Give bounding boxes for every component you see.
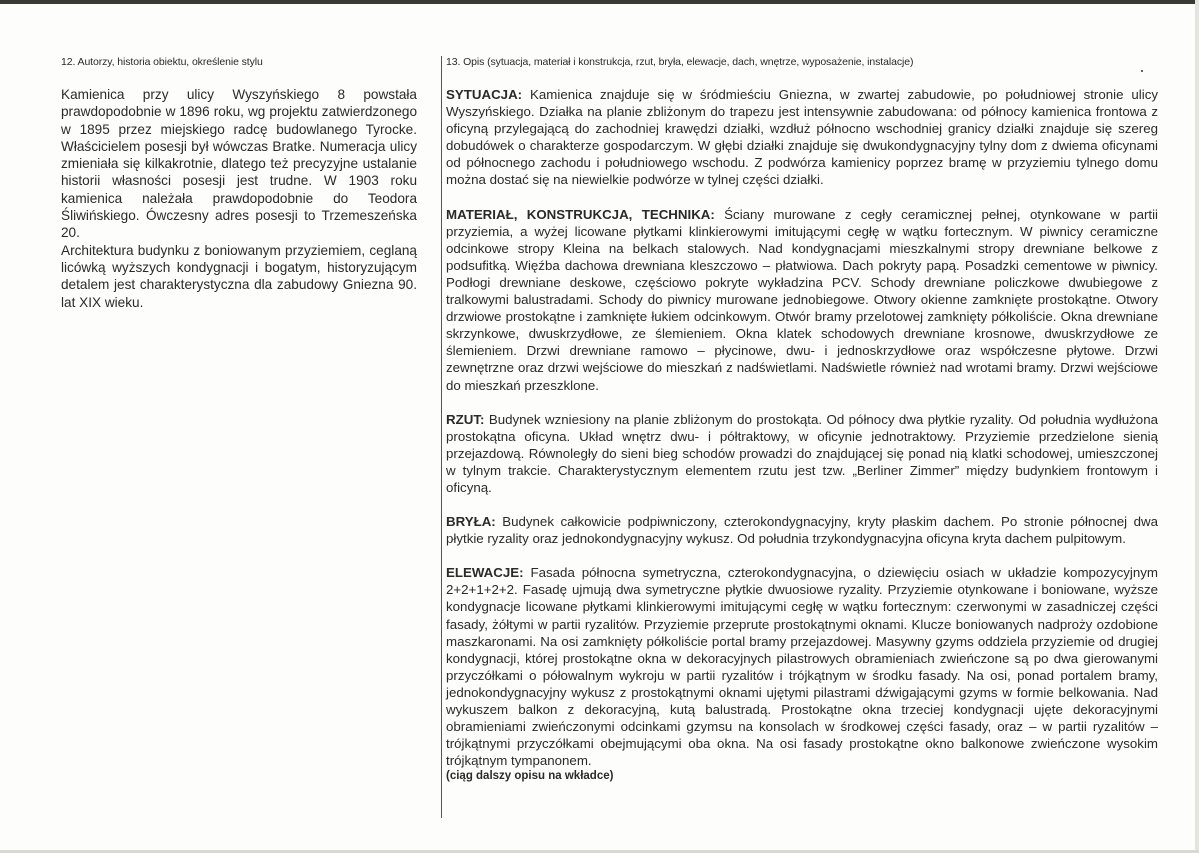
column-divider — [441, 56, 442, 818]
section-rzut — [446, 411, 1158, 496]
history-text: Kamienica przy ulicy Wyszyńskiego 8 powstała prawdopodobnie w 1896 roku, wg projektu zatwierdzonego w 1895 przez miejskiego radcę budowlanego Tyrocke. Właścicielem posesji był wówczas Bratke. Numeracja ulicy zmieniała się kilkakrotnie, dlatego też precyzyjne ustalanie historii własności posesji jest trudne. W 1903 roku kamienica należała prawdopodobnie do Teodora Śliwińskiego. Ówczesny adres posesji to Trzemeszeńska 20. — [61, 87, 417, 241]
section-label: RZUT: — [446, 411, 485, 427]
section-text: Fasada północna symetryczna, czterokondygnacyjna, o dziewięciu osiach w układzie kompozycyjnym 2+2+1+2+2. Fasadę ujmują dwa symetryczne płytkie dwuosiowe ryzality. Przyziemie otynkowane i boniowane, wyższe kondygnacje licowane płytkami klinkierowymi imitującymi cegłę w wątku fortecznym: czerwonymi w zasadniczej części fasady, żółtymi w partii ryzalitów. Przyziemie przeprute prostokątnymi oknami. Klucze boniowanych nadproży ozdobione maszkaronami. Na osi zamknięty półkoliście portal bramy przejazdowej. Masywny gzyms oddziela przyziemie od drugiej kondygnacji, której prostokątne okna w dekoracyjnych pilastrowych obramieniach zwieńczone są po dwa gierowanymi przyczółkami o półowalnym wykroju w partii ryzalitów i trójkątnym w środku fasady. Na osi, ponad portalem bramy, jednokondygnacyjny wykusz z prostokątnymi oknami ujętymi pilastrami dźwigającymi gzyms w formie belkowania. Nad wykuszem balkon z dekoracyjną, kutą balustradą. Prostokątne okna trzeciej kondygnacji ujęte dekoracyjnymi obramieniami zwieńczonymi odcinkami gzymsu na konsolach w środkowej części fasady, oraz – w partii ryzalitów – trójkątnymi przyczółkami obejmującymi oba okna. Na osi fasady prostokątne okno balkonowe zwieńczone wysokim trójkątnym tympanonem. — [446, 565, 1158, 769]
section-label: BRYŁA: — [446, 514, 496, 530]
description-column — [446, 56, 1158, 782]
section-sytuacja — [446, 86, 1158, 189]
history-section-title: 12. Autorzy, historia obiektu, określenie stylu — [61, 56, 263, 68]
scan-right-edge — [1195, 0, 1199, 853]
architecture-text: Architektura budynku z boniowanym przyziemiem, ceglaną licówką wyższych kondygnacji i bogatym, historyzującym detalem jest charakterystyczna dla zabudowy Gniezna 90. lat XIX wieku. — [61, 242, 417, 310]
description-section-title: 13. Opis (sytuacja, materiał i konstrukcja, rzut, bryła, elewacje, dach, wnętrze, wyposażenie, instalacje) — [446, 56, 914, 68]
section-label: ELEWACJE: — [446, 565, 524, 581]
scan-top-edge — [0, 0, 1199, 4]
section-material — [446, 206, 1158, 394]
section-label: SYTUACJA: — [446, 87, 523, 102]
section-text: Ściany murowane z cegły ceramicznej pełnej, otynkowane w partii przyziemia, a wyżej licowane płytkami klinkierowymi imitującymi cegłę w wątku fortecznym. W piwnicy ceramiczne odcinkowe stropy Kleina na belkach stalowych. Nad kondygnacjami mieszkalnymi stropy drewniane belkowe z podsufitką. Więźba dachowa drewniana kleszczowo – płatwiowa. Dach pokryty papą. Posadzki cementowe w piwnicy. Podłogi drewniane deskowe, częściowo pokryte wykładzina PCV. Schody drewniane policzkowe dwubiegowe z tralkowymi balustradami. Schody do piwnicy murowane jednobiegowe. Otwory okienne zamknięte prostokątne. Otwory drzwiowe prostokątne i zamknięte łukiem odcinkowym. Otwór bramy przelotowej zamknięty półkoliście. Okna drewniane skrzynkowe, dwuskrzydłowe, ze ślemieniem. Okna klatek schodowych drewniane krosnowe, dwuskrzydłowe ze ślemieniem. Drzwi drewniane ramowo – płycinowe, dwu- i jednoskrzydłowe oraz współczesne płytowe. Drzwi zewnętrzne oraz drzwi wejściowe do mieszkań z nadświetlami. Nadświetle również nad wrotami bramy. Drzwi wejściowe do mieszkań przeszklone. — [446, 206, 1158, 393]
section-text: Kamienica znajduje się w śródmieściu Gniezna, w zwartej zabudowie, po południowej stronie ulicy Wyszyńskiego. Działka na planie zbliżonym do trapezu jest intensywnie zabudowana: od północy kamienica frontowa z oficyną przylegającą do zachodniej krawędzi działki, wzdłuż północno wschodniej granicy działki znajduje się szereg dobudówek o charakterze gospodarczym. W głębi działki znajduje się dwukondygnacyjny tylny dom z dwiema oficynami od północnego zachodu i południowego wschodu. Z podwórza kamienicy poprzez bramę w przyziemiu tylnego domu można dostać się na niewielkie podwórze w tylnej części działki. — [446, 87, 1158, 188]
section-bryla — [446, 513, 1158, 547]
section-label: MATERIAŁ, KONSTRUKCJA, TECHNIKA: — [446, 206, 715, 222]
continuation-note: (ciąg dalszy opisu na wkładce) — [446, 770, 614, 783]
history-column — [61, 56, 417, 311]
section-elewacje — [446, 564, 1158, 769]
section-text: Budynek wzniesiony na planie zbliżonym do prostokąta. Od północy dwa płytkie ryzality. Od południa wydłużona prostokątna oficyna. Układ wnętrz dwu- i półtraktowy, w oficynie jednotraktowy. Przyziemie przedzielone sienią przejazdową. Równoległy do sieni bieg schodów prowadzi do znajdującej się ponad nią klatki schodowej, umieszczonej w tylnym trakcie. Charakterystycznym elementem rzutu jest tzw. „Berliner Zimmer” między budynkiem frontowym i oficyną. — [446, 411, 1158, 495]
section-text: Budynek całkowicie podpiwniczony, czterokondygnacyjny, kryty płaskim dachem. Po stronie północnej dwa płytkie ryzality oraz jednokondygnacyjny wykusz. Od południa trzykondygnacyjna oficyna kryta dachem pulpitowym. — [446, 514, 1158, 547]
